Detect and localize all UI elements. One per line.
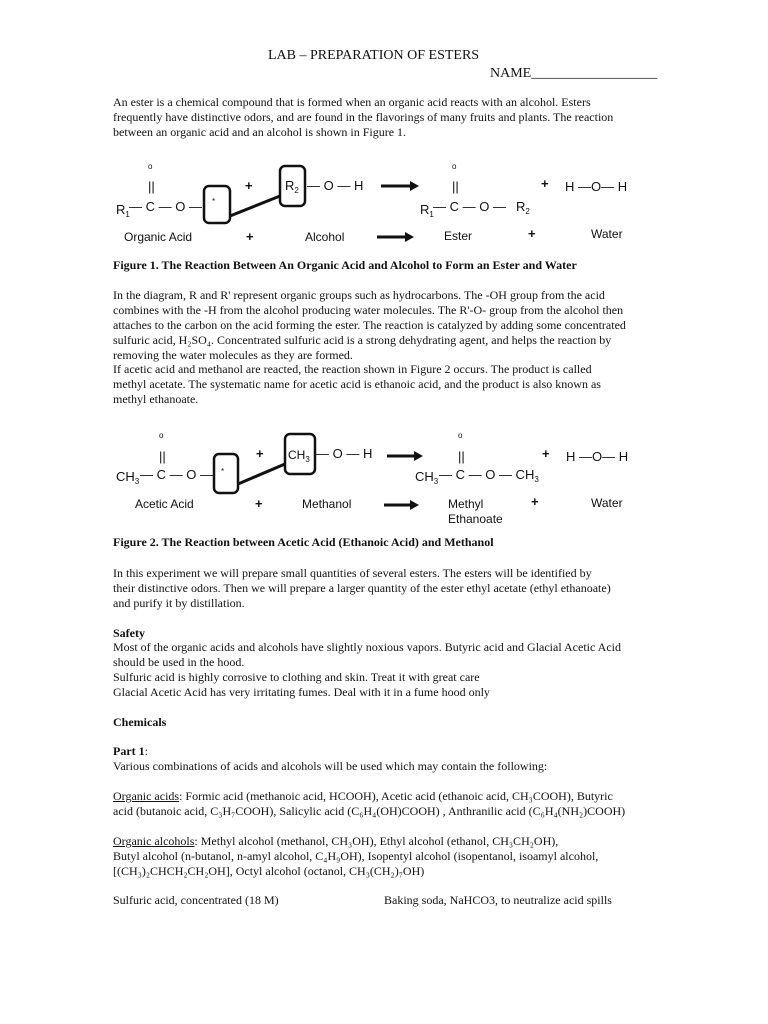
ester-oxygen-dot: o: [458, 431, 463, 440]
explain-line-1: In the diagram, R and R' represent organic groups such as hydrocarbons. The -OH group from the acid: [113, 288, 605, 302]
acetic-chain: — C — O —: [140, 467, 213, 482]
r2-group: $R_2$: [285, 178, 299, 195]
experiment-line-2: their distinctive odors. Then we will prepare a larger quantity of the ester ethyl acetate (ethyl ethanoate): [113, 581, 611, 595]
part1-intro: Various combinations of acids and alcohols will be used which may contain the following:: [113, 759, 548, 773]
figure-1-diagram: [0, 150, 768, 250]
organic-alcohols-line-1: Organic alcohols: Methyl alcohol (methanol, CH₃OH), Ethyl alcohol (ethanol, CH₃CH₂OH),: [113, 834, 559, 848]
label-plus: +: [246, 229, 254, 244]
plus-sign: +: [542, 446, 550, 461]
methanol-ch3: $CH_3$: [288, 448, 310, 464]
water-formula: H —O— H: [565, 179, 628, 194]
safety-line-4: Glacial Acetic Acid has very irritating fumes. Deal with it in a fume hood only: [113, 685, 490, 699]
carbonyl-oxygen-dot: o: [159, 431, 164, 440]
label-plus: +: [255, 496, 263, 511]
label-water: Water: [591, 496, 623, 510]
plus-sign: +: [541, 176, 549, 191]
ester-double-bond: ||: [458, 449, 465, 464]
intro-line-1: An ester is a chemical compound that is formed when an organic acid reacts with an alcohol. Esters: [113, 95, 591, 109]
reaction-arrow-head: [414, 451, 423, 461]
acid-oh-box: [204, 186, 230, 223]
organic-alcohols-line-2: Butyl alcohol (n-butanol, n-amyl alcohol, C₄H₉OH), Isopentyl alcohol (isopentanol, isoamyl alcohol,: [113, 849, 599, 863]
ester-chain: — C — O — $CH_3$: [439, 467, 539, 484]
safety-line-2: should be used in the hood.: [113, 655, 245, 669]
explain-line-3: attaches to the carbon on the acid forming the ester. The reaction is catalyzed by adding some concentrated: [113, 318, 626, 332]
label-methanol: Methanol: [302, 497, 352, 511]
chemicals-heading: Chemicals: [113, 715, 167, 729]
label-plus: +: [531, 494, 539, 509]
organic-alcohols-line-3: [(CH₃)₂CHCH₂CH₂OH], Octyl alcohol (octanol, CH₃(CH₂)₇OH): [113, 864, 425, 878]
page-title: LAB – PREPARATION OF ESTERS: [268, 48, 480, 63]
ester-r2: $R_2$: [516, 199, 530, 216]
label-plus: +: [528, 226, 536, 241]
ester-r1: $R_1$: [420, 202, 434, 219]
ester-oxygen-dot: o: [452, 162, 457, 171]
sulfuric-acid-item: Sulfuric acid, concentrated (18 M): [113, 893, 279, 907]
acetic-ch3: $CH_3$: [116, 469, 140, 486]
safety-heading: Safety: [113, 626, 145, 640]
safety-line-1: Most of the organic acids and alcohols have slightly noxious vapors. Butyric acid and Glacial Acetic Acid: [113, 640, 621, 654]
alcohol-oh: — O — H: [307, 178, 364, 193]
acid-oh-box: [214, 454, 238, 493]
acid-chain: — C — O —: [129, 199, 202, 214]
explain-line-4: sulfuric acid, H₂SO₄. Concentrated sulfuric acid is a strong dehydrating agent, and helps the reaction by: [113, 333, 612, 347]
intro-line-3: between an organic acid and an alcohol is shown in Figure 1.: [113, 125, 407, 139]
name-field-label: NAME__________________: [490, 66, 658, 81]
organic-acids-line-1: Organic acids: Formic acid (methanoic acid, HCOOH), Acetic acid (ethanoic acid, CH₃COOH), Butyric: [113, 789, 613, 803]
organic-alcohols-label: Organic alcohols: [113, 834, 195, 848]
explain-line-5: removing the water molecules as they are formed.: [113, 348, 353, 362]
methanol-oh: — O — H: [316, 446, 373, 461]
figure-2-caption: Figure 2. The Reaction between Acetic Acid (Ethanoic Acid) and Methanol: [113, 535, 494, 549]
reaction-arrow-head: [410, 181, 419, 191]
label-acetic-acid: Acetic Acid: [135, 497, 194, 511]
label-ester: Ester: [444, 229, 473, 243]
explain-line-2: combines with the -H from the alcohol producing water molecules. The R'-O- group from the alcohol then: [113, 303, 624, 317]
carbonyl-oxygen-dot: o: [148, 162, 153, 171]
double-bond: ||: [159, 449, 166, 464]
safety-line-3: Sulfuric acid is highly corrosive to clothing and skin. Treat it with great care: [113, 670, 480, 684]
ester-ch3: $CH_3$: [415, 469, 439, 486]
label-ethanoate: Ethanoate: [448, 512, 503, 526]
label-organic-acid: Organic Acid: [124, 230, 193, 244]
organic-acids-line-2: acid (butanoic acid, C₃H₇COOH), Salicylic acid (C₆H₄(OH)COOH) , Anthranilic acid (C₆H₄(NH₂)COOH): [113, 804, 626, 818]
acid-oh-star: *: [221, 467, 225, 476]
label-methyl: Methyl: [448, 497, 484, 511]
label-water: Water: [591, 227, 623, 241]
figure-2-diagram: [0, 420, 768, 530]
water-formula: H —O— H: [566, 449, 629, 464]
baking-soda-item: Baking soda, NaHCO3, to neutralize acid spills: [384, 893, 612, 907]
explain-line-6: If acetic acid and methanol are reacted, the reaction shown in Figure 2 occurs. The product is called: [113, 362, 592, 376]
intro-line-2: frequently have distinctive odors, and are found in the flavorings of many fruits and plants. The reaction: [113, 110, 614, 124]
double-bond: ||: [148, 179, 155, 194]
organic-acids-label: Organic acids: [113, 789, 180, 803]
label-arrow-head: [405, 232, 414, 242]
r1-group: $R_1$: [116, 202, 130, 219]
plus-sign: +: [256, 446, 264, 461]
experiment-line-3: and purify it by distillation.: [113, 596, 245, 610]
experiment-line-1: In this experiment we will prepare small quantities of several esters. The esters will be identified by: [113, 566, 592, 580]
explain-line-8: methyl ethanoate.: [113, 392, 199, 406]
label-arrow-head: [410, 500, 419, 510]
explain-line-7: methyl acetate. The systematic name for acetic acid is ethanoic acid, and the product is also known as: [113, 377, 601, 391]
label-alcohol: Alcohol: [305, 230, 345, 244]
ester-double-bond: ||: [452, 179, 459, 194]
part1-heading: Part 1:: [113, 744, 148, 758]
acid-oh-star: *: [212, 197, 216, 206]
ester-chain: — C — O —: [433, 199, 506, 214]
bond-connector: [238, 464, 285, 484]
figure-1-caption: Figure 1. The Reaction Between An Organic Acid and Alcohol to Form an Ester and Water: [113, 258, 577, 272]
bond-connector: [230, 196, 280, 216]
plus-sign: +: [245, 178, 253, 193]
